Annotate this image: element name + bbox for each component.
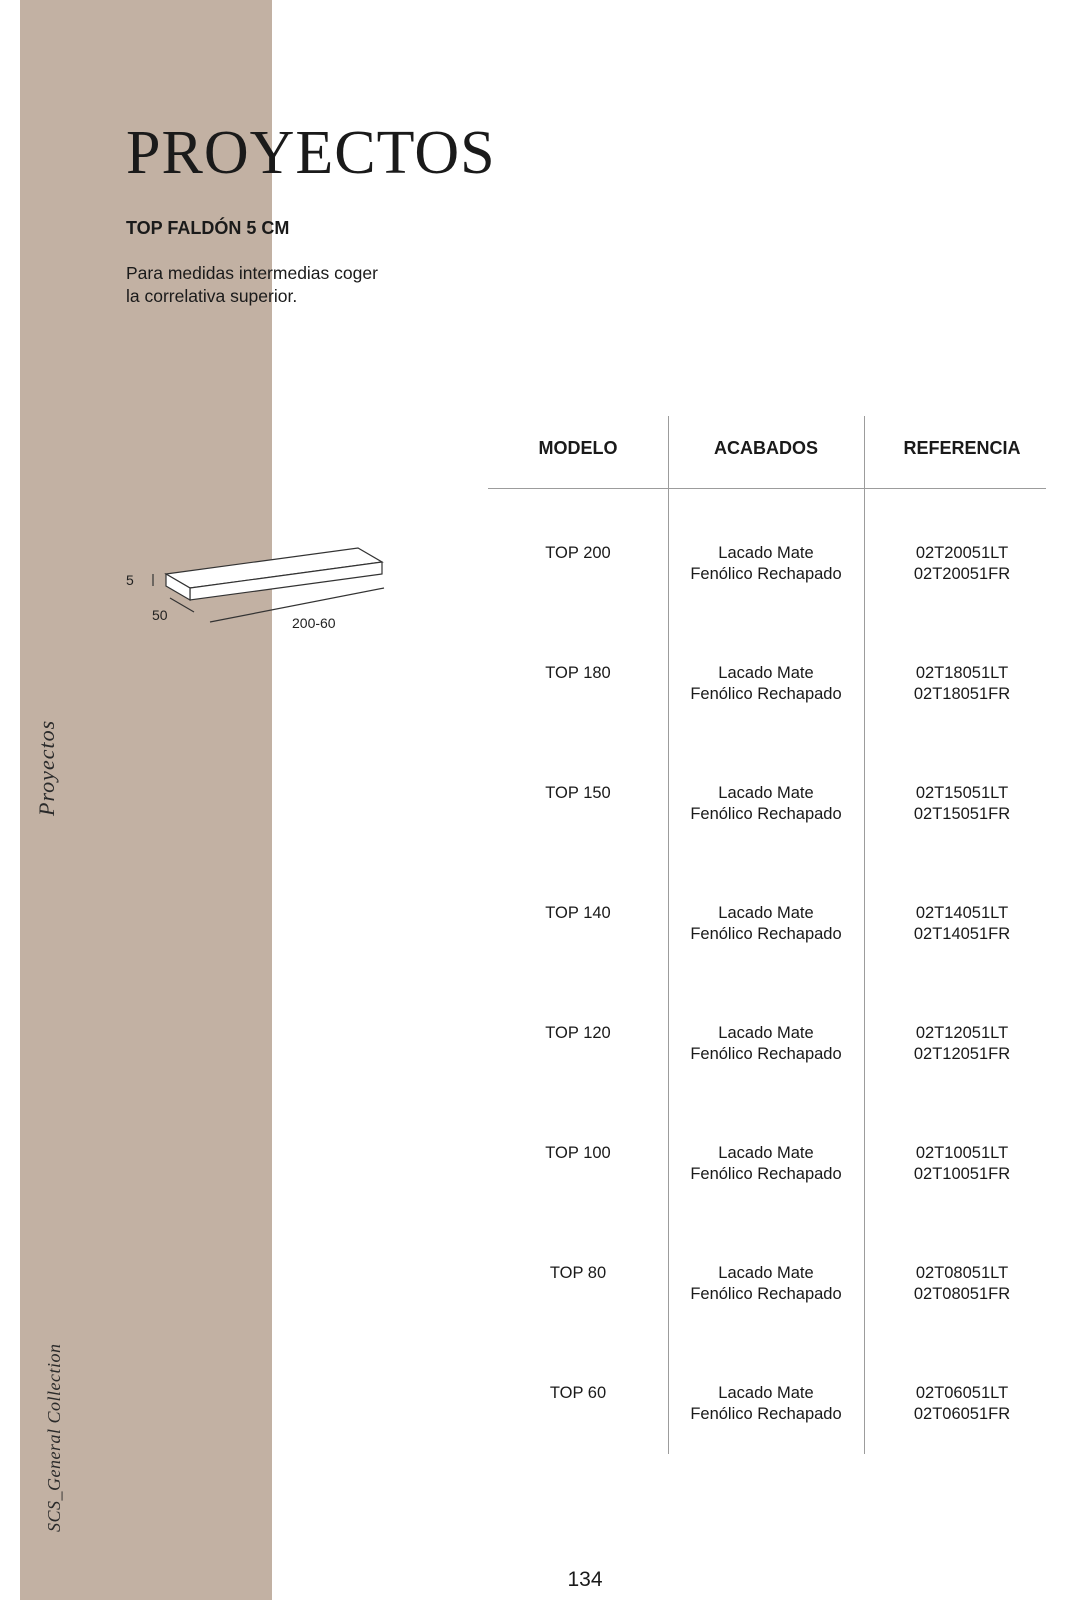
- reference-cell-text: 02T14051LT: [915, 904, 1009, 922]
- reference-cell: [874, 1023, 1050, 1065]
- finish-cell-text: Fenólico Rechapado: [690, 565, 842, 583]
- reference-cell: [874, 903, 1050, 945]
- finish-cell: [678, 1263, 854, 1305]
- reference-cell: [874, 1263, 1050, 1305]
- reference-cell-text: 02T15051LT: [915, 784, 1009, 802]
- model-cell-text: TOP 200: [545, 544, 611, 562]
- model-cell-text: TOP 150: [545, 784, 611, 802]
- shelf-dimension-diagram: [118, 536, 398, 636]
- finish-cell: [678, 903, 854, 945]
- finish-cell-text: Fenólico Rechapado: [690, 805, 842, 823]
- reference-cell-text: 02T15051FR: [913, 805, 1011, 823]
- model-cell: [498, 1023, 658, 1044]
- page-number: 134: [567, 1568, 603, 1591]
- sizing-note: [126, 262, 426, 308]
- column-divider: [864, 416, 865, 1454]
- finish-cell-text: Lacado Mate: [718, 544, 814, 562]
- sizing-note-line2: la correlativa superior.: [126, 286, 298, 306]
- model-cell-text: TOP 100: [545, 1144, 611, 1162]
- header-rule: [488, 488, 1046, 489]
- finish-cell-text: Lacado Mate: [718, 1024, 814, 1042]
- model-cell: [498, 1263, 658, 1284]
- finish-cell-text: Fenólico Rechapado: [690, 1165, 842, 1183]
- reference-cell-text: 02T20051FR: [913, 565, 1011, 583]
- finish-cell-text: Fenólico Rechapado: [690, 1405, 842, 1423]
- sizing-note-line1: Para medidas intermedias coger: [126, 263, 378, 283]
- model-cell-text: TOP 80: [549, 1264, 607, 1282]
- finish-cell: [678, 543, 854, 585]
- reference-cell: [874, 1383, 1050, 1425]
- reference-cell-text: 02T06051LT: [915, 1384, 1009, 1402]
- model-cell-text: TOP 140: [545, 904, 611, 922]
- reference-cell: [874, 1143, 1050, 1185]
- reference-cell-text: 02T08051LT: [915, 1264, 1009, 1282]
- model-cell: [498, 1383, 658, 1404]
- model-cell: [498, 663, 658, 684]
- finish-cell-text: Lacado Mate: [718, 784, 814, 802]
- finish-cell-text: Fenólico Rechapado: [690, 925, 842, 943]
- model-cell: [498, 1143, 658, 1164]
- header-modelo: MODELO: [538, 438, 618, 458]
- reference-cell-text: 02T12051LT: [915, 1024, 1009, 1042]
- reference-cell-text: 02T14051FR: [913, 925, 1011, 943]
- side-section-label: Proyectos: [34, 719, 59, 816]
- reference-cell-text: 02T18051FR: [913, 685, 1011, 703]
- model-cell: [498, 903, 658, 924]
- model-cell-text: TOP 180: [545, 664, 611, 682]
- model-cell-text: TOP 60: [549, 1384, 607, 1402]
- column-divider: [668, 416, 669, 1454]
- finish-cell-text: Lacado Mate: [718, 664, 814, 682]
- model-cell-text: TOP 120: [545, 1024, 611, 1042]
- finish-cell: [678, 783, 854, 825]
- reference-cell-text: 02T12051FR: [913, 1045, 1011, 1063]
- reference-cell-text: 02T18051LT: [915, 664, 1009, 682]
- page-title: PROYECTOS: [126, 119, 496, 187]
- reference-cell-text: 02T08051FR: [913, 1285, 1011, 1303]
- reference-cell-text: 02T10051FR: [913, 1165, 1011, 1183]
- finish-cell-text: Fenólico Rechapado: [690, 1045, 842, 1063]
- reference-cell: [874, 543, 1050, 585]
- side-collection-label: SCS_General Collection: [44, 1343, 64, 1532]
- finish-cell: [678, 1143, 854, 1185]
- model-cell: [498, 783, 658, 804]
- finish-cell-text: Lacado Mate: [718, 1264, 814, 1282]
- finish-cell-text: Fenólico Rechapado: [690, 1285, 842, 1303]
- finish-cell: [678, 1023, 854, 1065]
- model-cell: [498, 543, 658, 564]
- header-acabados: ACABADOS: [713, 438, 818, 458]
- product-subtitle: TOP FALDÓN 5 CM: [126, 218, 290, 238]
- reference-cell-text: 02T10051LT: [915, 1144, 1009, 1162]
- reference-cell-text: 02T20051LT: [915, 544, 1009, 562]
- header-referencia: REFERENCIA: [903, 438, 1021, 458]
- reference-cell-text: 02T06051FR: [913, 1405, 1011, 1423]
- finish-cell-text: Lacado Mate: [718, 904, 814, 922]
- shelf-drawing-icon: [153, 548, 384, 622]
- reference-cell: [874, 663, 1050, 705]
- finish-cell-text: Fenólico Rechapado: [690, 685, 842, 703]
- finish-cell-text: Lacado Mate: [718, 1144, 814, 1162]
- finish-cell-text: Lacado Mate: [718, 1384, 814, 1402]
- finish-cell: [678, 1383, 854, 1425]
- depth-label: 50: [152, 607, 168, 623]
- finish-cell: [678, 663, 854, 705]
- reference-cell: [874, 783, 1050, 825]
- height-label: 5: [126, 572, 134, 588]
- width-label: 200-60: [292, 615, 336, 631]
